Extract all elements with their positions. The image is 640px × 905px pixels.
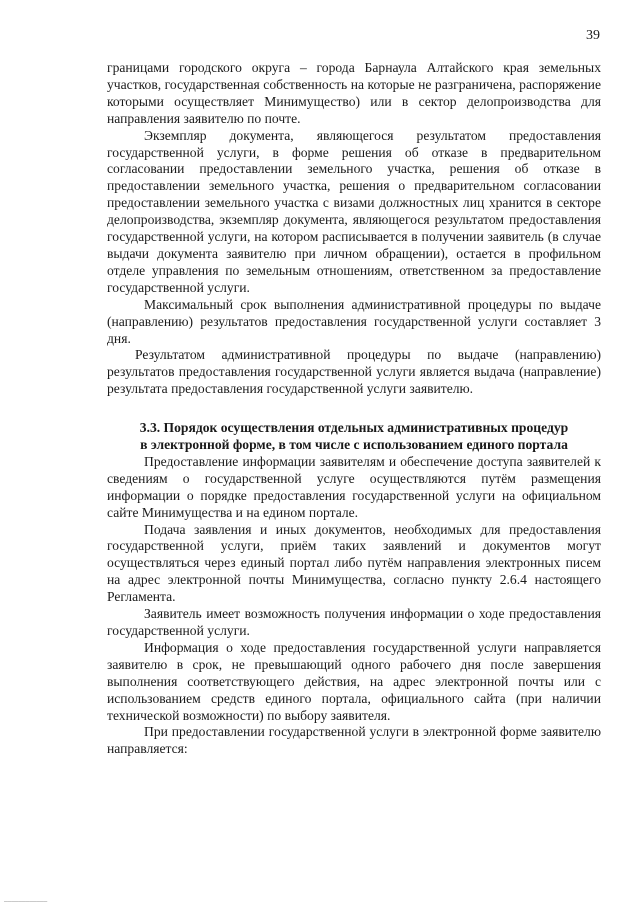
paragraph: Экземпляр документа, являющегося результатом предоставления государственной услуги, в форме решения об отказе в предварительном согласовании предоставлении земельного участка, решения об отказе в предоставлении земельного участка, решения о предварительном согласовании предоставлении земельного участка с визами должностных лиц хранится в секторе делопроизводства, экземпляр документа, являющегося результатом предоставления государственной услуги, на котором расписывается в получении заявитель (в случае выдачи документа заявителю при личном обращении), остается в профильном отделе управления по земельным отношениям, ответственном за предоставление государственной услуги.: [107, 127, 601, 295]
footer-mark: ____________: [4, 896, 48, 903]
paragraph: Предоставление информации заявителям и обеспечение доступа заявителей к сведениям о государственной услуге осуществляются путём размещения информации о порядке предоставления государственной услуги на официальном сайте Минимущества и на едином портале.: [107, 453, 601, 520]
paragraph: Подача заявления и иных документов, необходимых для предоставления государственной услуги, приём таких заявлений и документов могут осуществляться через единый портал либо путём направления электронных писем на адрес электронной почты Минимущества, согласно пункту 2.6.4 настоящего Регламента.: [107, 521, 601, 605]
paragraph-continuation: границами городского округа – города Барнаула Алтайского края земельных участков, государственная собственность на которые не разграничена, распоряжение которыми осуществляет Минимущество) или в сектор делопроизводства для направления заявителю по почте.: [107, 60, 601, 126]
paragraph: Максимальный срок выполнения административной процедуры по выдаче (направлению) результатов предоставления государственной услуги составляет 3 дня.: [107, 296, 601, 346]
paragraph: При предоставлении государственной услуги в электронной форме заявителю направляется:: [107, 724, 601, 757]
section-heading: 3.3. Порядок осуществления отдельных административных процедур в электронной форме, в том числе с использованием единого портала: [139, 420, 569, 453]
paragraph: Результатом административной процедуры по выдаче (направлению) результатов предоставления государственной услуги является выдача (направление) результата предоставления государственной услуги заявителю.: [107, 347, 601, 397]
page-number: 39: [586, 28, 600, 43]
document-body: [107, 60, 601, 758]
paragraph: Информация о ходе предоставления государственной услуги направляется заявителю в срок, не превышающий одного рабочего дня после завершения выполнения соответствующего действия, на адрес электронной почты или с использованием средств единого портала, официального сайта (при наличии технической возможности) по выбору заявителя.: [107, 639, 601, 723]
paragraph: Заявитель имеет возможность получения информации о ходе предоставления государственной услуги.: [107, 606, 601, 638]
